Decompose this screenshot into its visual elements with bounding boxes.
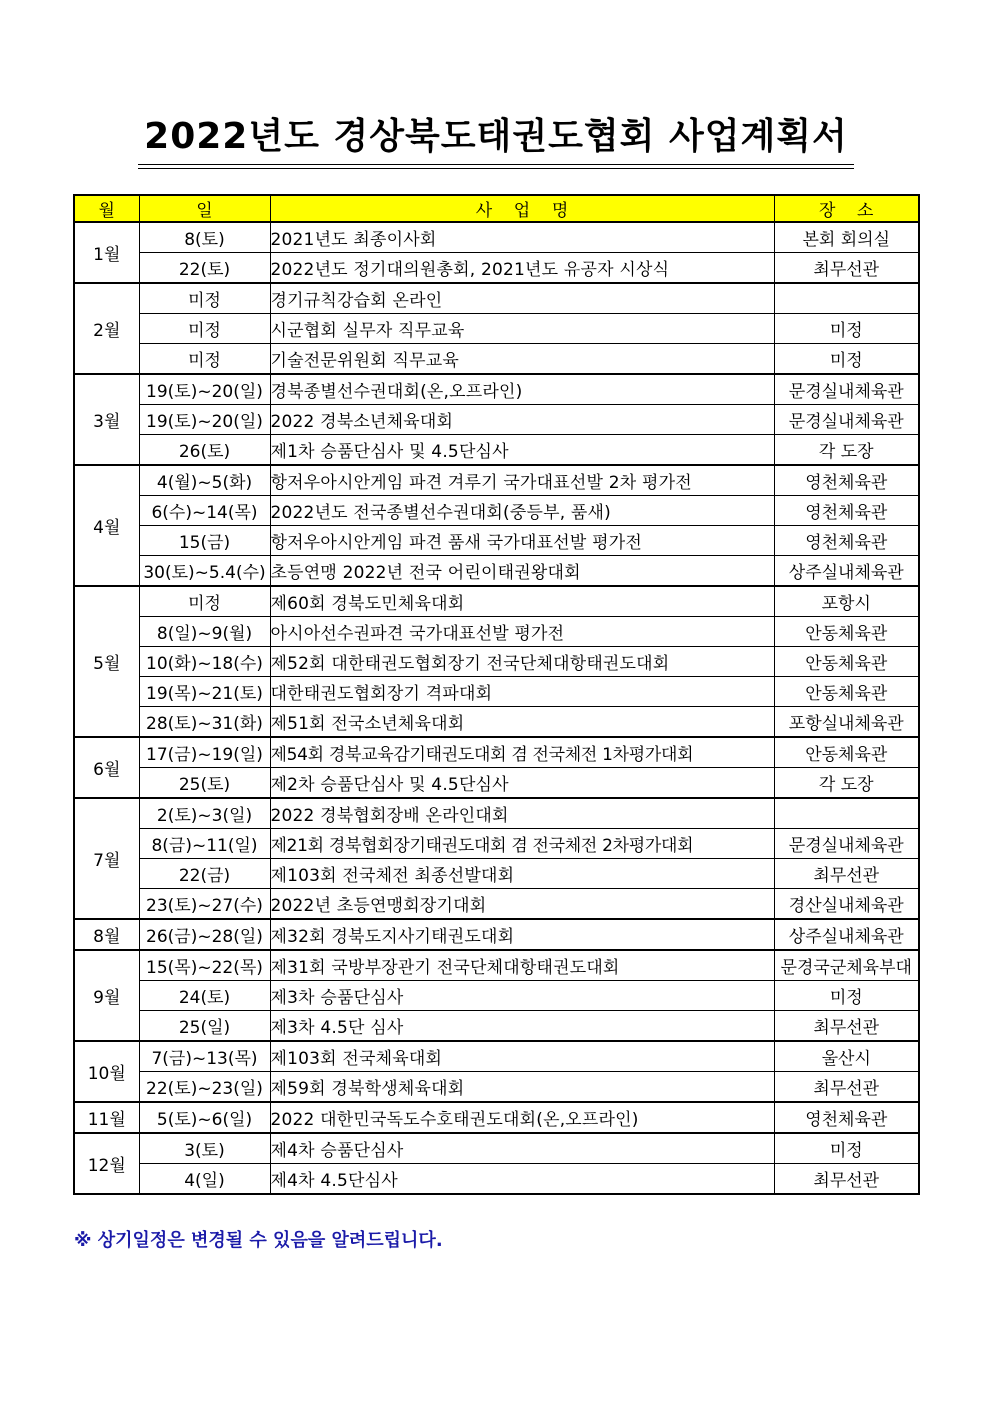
- event-cell: 항저우아시안게임 파견 품새 국가대표선발 평가전: [270, 526, 774, 556]
- day-cell: 24(토): [139, 981, 270, 1011]
- table-row: [74, 889, 919, 920]
- event-cell: 2022년 초등연맹회장기대회: [270, 889, 774, 920]
- table-row: [74, 496, 919, 526]
- header-day: 일: [139, 195, 270, 222]
- event-cell: 2022년도 정기대의원총회, 2021년도 유공자 시상식: [270, 253, 774, 284]
- event-cell: 경북종별선수권대회(온,오프라인): [270, 374, 774, 405]
- day-cell: 4(일): [139, 1164, 270, 1195]
- page-title: 2022년도 경상북도태권도협회 사업계획서: [144, 116, 848, 157]
- day-cell: 4(월)~5(화): [139, 465, 270, 496]
- place-cell: 울산시: [774, 1041, 919, 1072]
- event-cell: 제103회 전국체육대회: [270, 1041, 774, 1072]
- event-cell: 아시아선수권파견 국가대표선발 평가전: [270, 617, 774, 647]
- table-row: [74, 314, 919, 344]
- place-cell: 최무선관: [774, 1072, 919, 1103]
- place-cell: 미정: [774, 981, 919, 1011]
- place-cell: 상주실내체육관: [774, 556, 919, 587]
- day-cell: 25(일): [139, 1011, 270, 1042]
- table-row: [74, 859, 919, 889]
- place-cell: 포항실내체육관: [774, 707, 919, 738]
- table-row: [74, 768, 919, 799]
- month-cell: 10월: [74, 1041, 139, 1102]
- place-cell: 미정: [774, 344, 919, 375]
- event-cell: 제4차 승품단심사: [270, 1133, 774, 1164]
- place-cell: 본회 회의실: [774, 222, 919, 253]
- month-cell: 4월: [74, 465, 139, 586]
- day-cell: 15(목)~22(목): [139, 950, 270, 981]
- day-cell: 19(목)~21(토): [139, 677, 270, 707]
- place-cell: 문경국군체육부대: [774, 950, 919, 981]
- month-cell: 1월: [74, 222, 139, 283]
- table-header-row: [74, 195, 919, 222]
- table-row: [74, 1164, 919, 1195]
- event-cell: 제103회 전국체전 최종선발대회: [270, 859, 774, 889]
- table-row: [74, 586, 919, 617]
- place-cell: 영천체육관: [774, 465, 919, 496]
- month-cell: 12월: [74, 1133, 139, 1194]
- table-row: [74, 465, 919, 496]
- place-cell: 최무선관: [774, 1164, 919, 1195]
- place-cell: 문경실내체육관: [774, 374, 919, 405]
- day-cell: 22(금): [139, 859, 270, 889]
- event-cell: 제3차 승품단심사: [270, 981, 774, 1011]
- day-cell: 26(토): [139, 435, 270, 466]
- day-cell: 28(토)~31(화): [139, 707, 270, 738]
- title-underline-second: [138, 168, 854, 169]
- event-cell: 2021년도 최종이사회: [270, 222, 774, 253]
- place-cell: 최무선관: [774, 859, 919, 889]
- footnote: ※ 상기일정은 변경될 수 있음을 알려드립니다.: [74, 1230, 443, 1251]
- month-cell: 7월: [74, 798, 139, 919]
- table-row: [74, 1011, 919, 1042]
- day-cell: 3(토): [139, 1133, 270, 1164]
- event-cell: 대한태권도협회장기 격파대회: [270, 677, 774, 707]
- table-row: [74, 283, 919, 314]
- place-cell: 경산실내체육관: [774, 889, 919, 920]
- place-cell: [774, 798, 919, 829]
- event-cell: 항저우아시안게임 파견 겨루기 국가대표선발 2차 평가전: [270, 465, 774, 496]
- table-row: [74, 950, 919, 981]
- title-underline: [138, 164, 854, 165]
- event-cell: 2022 경북소년체육대회: [270, 405, 774, 435]
- day-cell: 15(금): [139, 526, 270, 556]
- day-cell: 미정: [139, 283, 270, 314]
- place-cell: 영천체육관: [774, 1102, 919, 1133]
- place-cell: 미정: [774, 1133, 919, 1164]
- month-cell: 5월: [74, 586, 139, 737]
- place-cell: 각 도장: [774, 435, 919, 466]
- place-cell: 미정: [774, 314, 919, 344]
- day-cell: 미정: [139, 344, 270, 375]
- table-row: [74, 435, 919, 466]
- month-cell: 3월: [74, 374, 139, 465]
- day-cell: 19(토)~20(일): [139, 405, 270, 435]
- place-cell: 상주실내체육관: [774, 919, 919, 950]
- event-cell: 2022년도 전국종별선수권대회(중등부, 품새): [270, 496, 774, 526]
- table-row: [74, 1072, 919, 1103]
- place-cell: 포항시: [774, 586, 919, 617]
- table-row: [74, 222, 919, 253]
- table-row: [74, 707, 919, 738]
- month-cell: 11월: [74, 1102, 139, 1133]
- schedule-table: [73, 194, 920, 1195]
- table-row: [74, 526, 919, 556]
- event-cell: 기술전문위원회 직무교육: [270, 344, 774, 375]
- table-row: [74, 374, 919, 405]
- table-row: [74, 798, 919, 829]
- day-cell: 30(토)~5.4(수): [139, 556, 270, 587]
- table-row: [74, 647, 919, 677]
- table-row: [74, 1041, 919, 1072]
- day-cell: 8(토): [139, 222, 270, 253]
- month-cell: 9월: [74, 950, 139, 1041]
- event-cell: 제2차 승품단심사 및 4.5단심사: [270, 768, 774, 799]
- table-row: [74, 919, 919, 950]
- event-cell: 제51회 전국소년체육대회: [270, 707, 774, 738]
- day-cell: 22(토): [139, 253, 270, 284]
- table-row: [74, 344, 919, 375]
- event-cell: 2022 대한민국독도수호태권도대회(온,오프라인): [270, 1102, 774, 1133]
- event-cell: 2022 경북협회장배 온라인대회: [270, 798, 774, 829]
- place-cell: 안동체육관: [774, 617, 919, 647]
- day-cell: 22(토)~23(일): [139, 1072, 270, 1103]
- event-cell: 제4차 4.5단심사: [270, 1164, 774, 1195]
- event-cell: 제3차 4.5단 심사: [270, 1011, 774, 1042]
- header-month: 월: [74, 195, 139, 222]
- place-cell: 안동체육관: [774, 737, 919, 768]
- day-cell: 26(금)~28(일): [139, 919, 270, 950]
- place-cell: 영천체육관: [774, 526, 919, 556]
- day-cell: 8(일)~9(월): [139, 617, 270, 647]
- table-body: [74, 222, 919, 1194]
- header-place: 장 소: [774, 195, 919, 222]
- day-cell: 미정: [139, 314, 270, 344]
- event-cell: 제59회 경북학생체육대회: [270, 1072, 774, 1103]
- place-cell: 안동체육관: [774, 647, 919, 677]
- event-cell: 경기규칙강습회 온라인: [270, 283, 774, 314]
- month-cell: 2월: [74, 283, 139, 374]
- table-row: [74, 617, 919, 647]
- event-cell: 시군협회 실무자 직무교육: [270, 314, 774, 344]
- day-cell: 2(토)~3(일): [139, 798, 270, 829]
- place-cell: 영천체육관: [774, 496, 919, 526]
- table-row: [74, 1133, 919, 1164]
- event-cell: 제1차 승품단심사 및 4.5단심사: [270, 435, 774, 466]
- place-cell: 문경실내체육관: [774, 829, 919, 859]
- day-cell: 미정: [139, 586, 270, 617]
- event-cell: 제31회 국방부장관기 전국단체대항태권도대회: [270, 950, 774, 981]
- place-cell: [774, 283, 919, 314]
- day-cell: 19(토)~20(일): [139, 374, 270, 405]
- table-row: [74, 829, 919, 859]
- event-cell: 제52회 대한태권도협회장기 전국단체대항태권도대회: [270, 647, 774, 677]
- month-cell: 8월: [74, 919, 139, 950]
- header-event: 사 업 명: [270, 195, 774, 222]
- day-cell: 7(금)~13(목): [139, 1041, 270, 1072]
- place-cell: 안동체육관: [774, 677, 919, 707]
- event-cell: 초등연맹 2022년 전국 어린이태권왕대회: [270, 556, 774, 587]
- place-cell: 각 도장: [774, 768, 919, 799]
- table-row: [74, 737, 919, 768]
- day-cell: 25(토): [139, 768, 270, 799]
- place-cell: 최무선관: [774, 1011, 919, 1042]
- table-row: [74, 677, 919, 707]
- table-row: [74, 556, 919, 587]
- event-cell: 제54회 경북교육감기태권도대회 겸 전국체전 1차평가대회: [270, 737, 774, 768]
- table-row: [74, 253, 919, 284]
- table-row: [74, 1102, 919, 1133]
- event-cell: 제60회 경북도민체육대회: [270, 586, 774, 617]
- event-cell: 제32회 경북도지사기태권도대회: [270, 919, 774, 950]
- place-cell: 문경실내체육관: [774, 405, 919, 435]
- place-cell: 최무선관: [774, 253, 919, 284]
- day-cell: 6(수)~14(목): [139, 496, 270, 526]
- table-row: [74, 981, 919, 1011]
- day-cell: 23(토)~27(수): [139, 889, 270, 920]
- day-cell: 8(금)~11(일): [139, 829, 270, 859]
- event-cell: 제21회 경북협회장기태권도대회 겸 전국체전 2차평가대회: [270, 829, 774, 859]
- day-cell: 5(토)~6(일): [139, 1102, 270, 1133]
- table-row: [74, 405, 919, 435]
- day-cell: 17(금)~19(일): [139, 737, 270, 768]
- month-cell: 6월: [74, 737, 139, 798]
- day-cell: 10(화)~18(수): [139, 647, 270, 677]
